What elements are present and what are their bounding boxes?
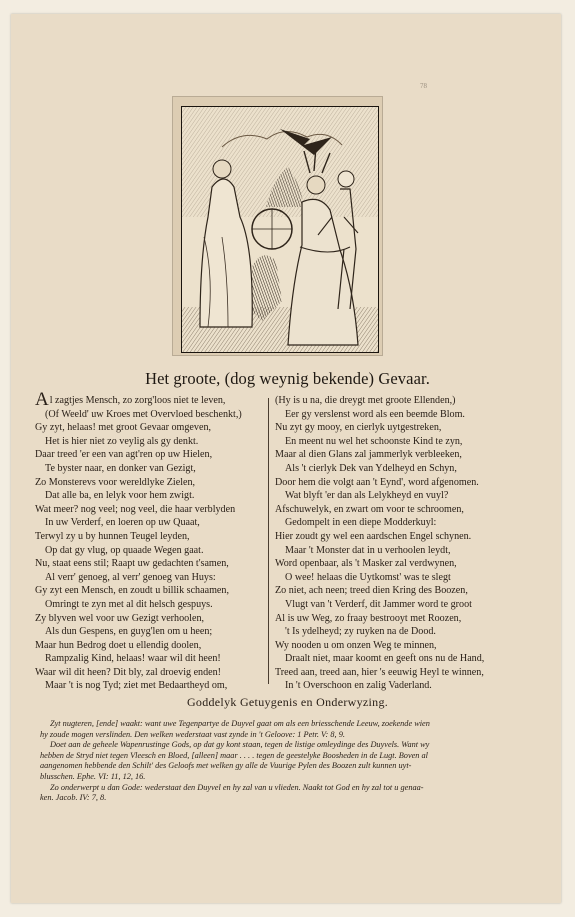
scripture-note-line: hebben de Stryd niet tegen Vleesch en Bloed, [alleen] maar . . . . tegen de geestelyke Boosheden in de Lugt. Boven al xyxy=(40,750,428,760)
poem-line xyxy=(35,489,242,503)
poem-line xyxy=(275,612,484,626)
engraving-illustration xyxy=(181,106,379,353)
scripture-note-line: Zyt nugteren, [ende] waakt: want uwe Tegenpartye de Duyvel gaat om als een briesschende Leeuw, zoekende wien xyxy=(50,719,430,728)
poem-line-text: Wy nooden u om onzen Weg te minnen, xyxy=(275,639,437,651)
poem-line xyxy=(35,408,242,422)
poem-line-text: Maar 't Monster dat in u verhoolen leydt, xyxy=(285,544,451,556)
poem-line-text: Als 't cierlyk Dek van Ydelheyd en Schyn, xyxy=(285,462,457,474)
poem-line xyxy=(35,462,242,476)
poem-line xyxy=(35,571,242,585)
poem-line xyxy=(275,489,484,503)
poem-line xyxy=(275,462,484,476)
poem-line-text: Nu, staat eens stil; Raapt uw gedachten t'samen, xyxy=(35,558,229,570)
poem-line xyxy=(275,476,484,490)
poem-line-text: Word openbaar, als 't Masker zal verdwynen, xyxy=(275,558,457,570)
poem-line xyxy=(275,421,484,435)
poem-line xyxy=(35,584,242,598)
poem-line xyxy=(35,679,242,693)
poem-line-text: Zo Monsterevs voor wereldlyke Zielen, xyxy=(35,476,196,488)
scripture-note-line: hy zoude mogen verslinden. Den welken wederstaat vast zynde in 't Geloove: 1 Petr. V: 8, 9. xyxy=(40,729,345,739)
poem-line-text: In uw Verderf, en loeren op uw Quaat, xyxy=(45,517,200,529)
poem-line xyxy=(35,557,242,571)
poem-line xyxy=(35,530,242,544)
poem-line xyxy=(35,652,242,666)
poem-line-text: O wee! helaas die Uytkomst' was te slegt xyxy=(285,571,451,583)
poem-line-text: l zagtjes Mensch, zo zorg'loos niet te leven, xyxy=(49,395,226,406)
poem-line-text: Vlugt van 't Verderf, dit Jammer word te groot xyxy=(285,598,472,610)
poem-line-text: Maar al dien Glans zal jammerlyk verbleeken, xyxy=(275,449,462,461)
poem-line-text: Treed aan, treed aan, hier 's eeuwig Heyl te winnen, xyxy=(275,666,484,678)
poem-line xyxy=(35,435,242,449)
poem-line-text: Waar wil dit heen? Dit bly, zal droevig enden! xyxy=(35,666,222,678)
poem-line-text: (Of Weeld' uw Kroes met Overvloed beschenkt,) xyxy=(45,408,242,420)
poem-line xyxy=(35,503,242,517)
scripture-note-line: Doet aan de geheele Wapenrustinge Gods, op dat gy kont staan, tegen de listige omleydinge des Duyvels. Want wy xyxy=(50,740,430,750)
section-subtitle: Goddelyk Getuygenis en Onderwyzing. xyxy=(186,695,389,709)
poem-line xyxy=(275,394,484,408)
poem-line xyxy=(275,584,484,598)
poem-line-text: Daar treed 'er een van agt'ren op uw Hielen, xyxy=(35,449,213,461)
poem-line xyxy=(275,625,484,639)
poem-line-text: Dat alle ba, en lelyk voor hem zwigt. xyxy=(45,490,195,502)
poem-line-text: Maar hun Bedrog doet u ellendig doolen, xyxy=(35,639,202,651)
poem-line xyxy=(275,435,484,449)
poem-line-text: Als dun Gespens, en guyg'len om u heen; xyxy=(45,626,213,638)
poem-line-text: Op dat gy vlug, op quaade Wegen gaat. xyxy=(45,544,204,556)
poem-line-text: Wat meer? nog veel; nog veel, die haar verblyden xyxy=(35,503,236,515)
poem-line xyxy=(275,408,484,422)
poem-line-text: Rampzalig Kind, helaas! waar wil dit heen! xyxy=(45,653,221,665)
poem-line-text: Te byster naar, en donker van Gezigt, xyxy=(45,462,196,474)
poem-line-text: 't Is ydelheyd; zy ruyken na de Dood. xyxy=(285,626,436,638)
scripture-note-line: aangenomen hebbende den Schilt' des Geloofs met welken gy alle de Vuurige Pylen des Boozen zult kunnen uyt- xyxy=(40,761,412,771)
scripture-notes xyxy=(40,719,540,804)
poem-line xyxy=(275,639,484,653)
poem-line-text: Wat blyft 'er dan als Lelykheyd en vuyl? xyxy=(285,490,449,502)
poem-line xyxy=(275,652,484,666)
poem-line-text: Gedompelt in een diepe Modderkuyl: xyxy=(285,517,437,529)
poem-line xyxy=(275,503,484,517)
poem-line-text: En meent nu wel het schoonste Kind te zyn, xyxy=(285,435,463,447)
poem-line xyxy=(35,544,242,558)
poem-line-text: Gy zyt, helaas! met groot Gevaar omgeven, xyxy=(35,422,212,434)
poem-line xyxy=(35,389,242,410)
poem-line xyxy=(35,625,242,639)
poem-line xyxy=(35,448,242,462)
poem-line-text: Nu zyt gy mooy, en cierlyk uytgestreken, xyxy=(275,422,442,434)
poem-line xyxy=(275,530,484,544)
poem-line-text: Hier zoudt gy wel een aardschen Engel schynen. xyxy=(275,530,472,542)
poem-line xyxy=(35,476,242,490)
poem-line-text: Al is uw Weg, zo fraay bestrooyt met Roozen, xyxy=(275,612,462,624)
poem-line-text: In 't Overschoon en zalig Vaderland. xyxy=(285,680,432,692)
scripture-note-line: Zo onderwerpt u dan Gode: wederstaat den Duyvel en hy zal van u vlieden. Naakt tot God en hy zal tot u genaa- xyxy=(50,782,424,792)
poem-line-text: Draalt niet, maar koomt en geeft ons nu de Hand, xyxy=(285,653,485,665)
column-divider xyxy=(268,398,269,684)
poem-line-text: (Hy is u na, die dreygt met groote Ellenden,) xyxy=(275,395,456,406)
engraving-woman-spinning-wheel-death-icon xyxy=(182,107,378,352)
poem-line-text: Eer gy verslenst word als een beemde Blom. xyxy=(285,408,465,420)
poem-line-text: Al verr' genoeg, al verr' genoeg van Huys: xyxy=(45,571,216,583)
poem-line xyxy=(35,639,242,653)
poem-line xyxy=(35,421,242,435)
poem-line-text: Zo niet, ach neen; treed dien Kring des Boozen, xyxy=(275,585,468,597)
poem-right-column xyxy=(275,394,484,693)
poem-left-column xyxy=(35,389,242,693)
poem-line xyxy=(35,666,242,680)
poem-line xyxy=(35,516,242,530)
poem-line xyxy=(275,666,484,680)
drop-cap: A xyxy=(35,389,49,410)
poem-line xyxy=(275,448,484,462)
poem-line xyxy=(275,571,484,585)
poem-line xyxy=(275,598,484,612)
poem-line-text: Terwyl zy u by hunnen Teugel leyden, xyxy=(35,530,190,542)
poem-line-text: Omringt te zyn met al dit helsch gespuys. xyxy=(45,598,213,610)
poem-line xyxy=(275,516,484,530)
poem-line xyxy=(275,679,484,693)
poem-line-text: Zy blyven wel voor uw Gezigt verhoolen, xyxy=(35,612,205,624)
poem-line xyxy=(35,598,242,612)
scripture-note-line: blusschen. Ephe. VI: 11, 12, 16. xyxy=(40,771,146,781)
poem-line-text: Door hem die volgt aan 't Eynd', word afgenomen. xyxy=(275,476,479,488)
poem-line-text: Afschuwelyk, en zwart om voor te schroomen, xyxy=(275,503,464,515)
poem-title: Het groote, (dog weynig bekende) Gevaar. xyxy=(145,369,430,388)
page-number: 78 xyxy=(420,82,427,90)
poem-line-text: Gy zyt een Mensch, en zoudt u billik schaamen, xyxy=(35,585,229,597)
poem-line-text: Het is hier niet zo veylig als gy denkt. xyxy=(45,435,199,447)
poem-line xyxy=(35,612,242,626)
scripture-note-line: ken. Jacob. IV: 7, 8. xyxy=(40,793,107,803)
poem-line xyxy=(275,557,484,571)
poem-line-text: Maar 't is nog Tyd; ziet met Bedaartheyd om, xyxy=(45,680,228,692)
poem-line xyxy=(275,544,484,558)
